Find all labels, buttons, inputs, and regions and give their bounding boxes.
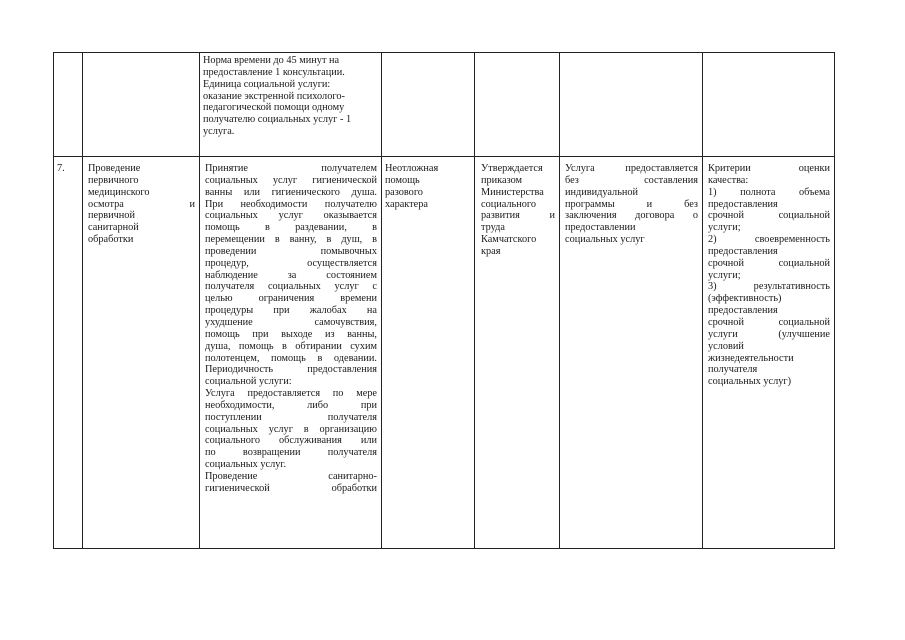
text-line: помощь в раздевании, в <box>205 222 377 234</box>
text-line: Принятие получателем <box>205 163 377 174</box>
text-line: гигиенической обработки <box>205 482 377 494</box>
continued-service-description <box>203 55 377 138</box>
text-line: предоставления <box>708 305 778 317</box>
text-line: санитарной <box>88 222 139 234</box>
text-line: Норма времени до 45 минут на <box>203 55 340 66</box>
text-line: Проведение санитарно- <box>205 470 377 482</box>
text-line: педагогической помощи одному <box>203 102 345 114</box>
text-line: социальных услуг <box>565 234 645 246</box>
text-line: срочной социальной <box>708 316 830 328</box>
text-line: душа, помощь в обтирании сухим <box>205 340 377 352</box>
row-number <box>57 163 79 175</box>
text-line: Камчатского <box>481 234 537 246</box>
column-divider <box>381 52 382 549</box>
text-line: индивидуальной <box>565 186 639 198</box>
text-line: медицинского <box>88 186 150 198</box>
column-divider <box>53 52 54 549</box>
service-type <box>385 163 471 210</box>
text-line: предоставлении <box>565 222 636 234</box>
column-divider <box>474 52 475 549</box>
text-line: помощь при выходе из ванны, <box>205 328 377 340</box>
text-line: услуга. <box>203 126 235 138</box>
text-line: получателю социальных услуг - 1 <box>203 114 352 126</box>
service-name <box>88 163 195 246</box>
text-line: социальной услуги: <box>205 376 292 388</box>
text-line: поступлении получателя <box>205 411 377 423</box>
text-line: развития и <box>481 210 555 222</box>
text-line: При необходимости получателю <box>205 198 377 210</box>
text-line: первичной <box>88 210 135 222</box>
text-line: 1) полнота объема <box>708 186 830 198</box>
text-line: социальных услуг) <box>708 376 792 388</box>
text-line: предоставления <box>708 245 778 257</box>
text-line: полотенцем, помощь в одевании. <box>205 352 377 364</box>
text-line: социальных услуг оказывается <box>205 210 377 222</box>
table-top-border <box>53 52 835 53</box>
text-line: наблюдение за состоянием <box>205 269 377 281</box>
text-line: разового <box>385 186 423 198</box>
service-description <box>205 163 377 495</box>
text-line: (эффективность) <box>708 293 782 305</box>
text-line: без составления <box>565 174 698 186</box>
approval-basis <box>481 163 555 258</box>
text-line: проведении помывочных <box>205 245 377 257</box>
text-line: социальных услуг в организацию <box>205 423 377 435</box>
column-divider <box>559 52 560 549</box>
column-divider <box>702 52 703 549</box>
text-line: условий <box>708 340 744 352</box>
text-line: Министерства <box>481 186 544 198</box>
text-line: предоставление 1 консультации. <box>203 66 345 78</box>
column-divider <box>199 52 200 549</box>
row-divider <box>53 156 835 157</box>
provision-conditions <box>565 163 698 246</box>
text-line: качества: <box>708 174 749 186</box>
column-divider <box>834 52 835 549</box>
text-line: процедур, осуществляется <box>205 257 377 269</box>
column-divider <box>82 52 83 549</box>
text-line: программы и без <box>565 198 698 210</box>
text-line: 3) результативность <box>708 281 830 293</box>
text-line: социального обслуживания или <box>205 435 377 447</box>
text-line: Критерии оценки <box>708 163 830 174</box>
text-line: услуги (улучшение <box>708 328 830 340</box>
text-line: процедуры при жалобах на <box>205 305 377 317</box>
text-line: социальных услуг. <box>205 459 287 471</box>
text-line: осмотра и <box>88 198 195 210</box>
text-line: срочной социальной <box>708 257 830 269</box>
row-number-text: 7. <box>57 163 65 174</box>
text-line: характера <box>385 198 428 210</box>
text-line: края <box>481 245 501 257</box>
text-line: первичного <box>88 174 139 186</box>
text-line: ухудшение самочувствия, <box>205 316 377 328</box>
text-line: ванны или гигиенического душа. <box>205 186 377 198</box>
text-line: социальных услуг гигиенической <box>205 174 377 186</box>
text-line: приказом <box>481 174 523 186</box>
text-line: услуги; <box>708 222 741 234</box>
text-line: Утверждается <box>481 163 543 174</box>
text-line: предоставления <box>708 198 778 210</box>
text-line: Неотложная <box>385 163 439 174</box>
text-line: по возвращении получателя <box>205 447 377 459</box>
text-line: необходимости, либо при <box>205 399 377 411</box>
text-line: социального <box>481 198 537 210</box>
text-line: оказание экстренной психолого- <box>203 90 345 102</box>
text-line: получателя <box>708 364 758 376</box>
text-line: Единица социальной услуги: <box>203 78 331 90</box>
text-line: получателя социальных услуг с <box>205 281 377 293</box>
text-line: труда <box>481 222 505 234</box>
text-line: перемещении в ванну, в душ, в <box>205 234 377 246</box>
text-line: Проведение <box>88 163 141 174</box>
text-line: 2) своевременность <box>708 234 830 246</box>
text-line: услуги; <box>708 269 741 281</box>
text-line: обработки <box>88 234 134 246</box>
quality-criteria <box>708 163 830 388</box>
table-bottom-border <box>53 548 835 549</box>
text-line: срочной социальной <box>708 210 830 222</box>
text-line: Услуга предоставляется по мере <box>205 388 377 400</box>
text-line: помощь <box>385 174 420 186</box>
text-line: жизнедеятельности <box>708 352 794 364</box>
text-line: целью ограничения времени <box>205 293 377 305</box>
text-line: Услуга предоставляется <box>565 163 698 174</box>
text-line: заключения договора о <box>565 210 698 222</box>
text-line: Периодичность предоставления <box>205 364 377 376</box>
